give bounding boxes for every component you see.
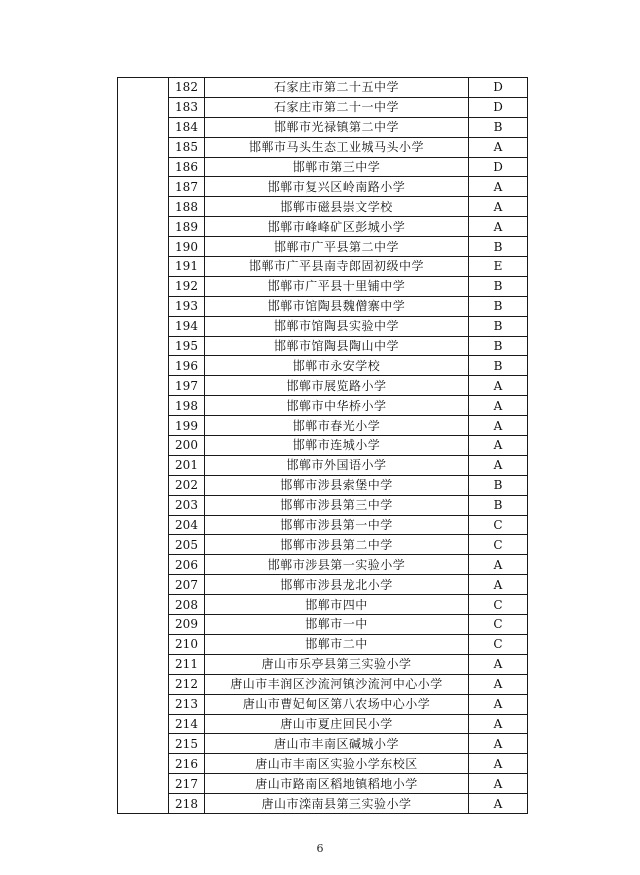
grade: B — [469, 475, 528, 495]
grade: A — [469, 137, 528, 157]
grade: D — [469, 157, 528, 177]
row-number: 182 — [169, 78, 205, 98]
table-row — [118, 515, 528, 535]
school-name: 石家庄市第二十五中学 — [205, 78, 469, 98]
school-name: 邯郸市涉县第二中学 — [205, 535, 469, 555]
grade: C — [469, 595, 528, 615]
row-number: 203 — [169, 495, 205, 515]
row-number: 202 — [169, 475, 205, 495]
table-row — [118, 177, 528, 197]
grade: A — [469, 694, 528, 714]
school-name: 邯郸市广平县南寺郎固初级中学 — [205, 257, 469, 277]
grade: B — [469, 495, 528, 515]
row-number: 191 — [169, 257, 205, 277]
table-row — [118, 615, 528, 635]
school-name: 石家庄市第二十一中学 — [205, 97, 469, 117]
grade: B — [469, 296, 528, 316]
school-name: 邯郸市中华桥小学 — [205, 396, 469, 416]
row-number: 208 — [169, 595, 205, 615]
school-name: 邯郸市馆陶县陶山中学 — [205, 336, 469, 356]
table-row — [118, 734, 528, 754]
table-row — [118, 396, 528, 416]
school-name: 唐山市乐亭县第三实验小学 — [205, 654, 469, 674]
table-row — [118, 356, 528, 376]
table-row — [118, 535, 528, 555]
table-row — [118, 157, 528, 177]
grade: A — [469, 396, 528, 416]
row-number: 201 — [169, 455, 205, 475]
grade: A — [469, 455, 528, 475]
table-row — [118, 634, 528, 654]
grade: A — [469, 575, 528, 595]
row-number: 193 — [169, 296, 205, 316]
grade: D — [469, 78, 528, 98]
school-name: 邯郸市涉县索堡中学 — [205, 475, 469, 495]
school-name: 邯郸市二中 — [205, 634, 469, 654]
row-number: 204 — [169, 515, 205, 535]
school-name: 邯郸市复兴区岭南路小学 — [205, 177, 469, 197]
table-row — [118, 137, 528, 157]
row-number: 217 — [169, 774, 205, 794]
school-name: 邯郸市第三中学 — [205, 157, 469, 177]
row-number: 210 — [169, 634, 205, 654]
row-number: 214 — [169, 714, 205, 734]
grade: A — [469, 376, 528, 396]
school-name: 邯郸市广平县十里铺中学 — [205, 276, 469, 296]
row-number: 197 — [169, 376, 205, 396]
row-number: 218 — [169, 794, 205, 814]
grade: B — [469, 276, 528, 296]
row-number: 206 — [169, 555, 205, 575]
row-number: 188 — [169, 197, 205, 217]
table-row — [118, 376, 528, 396]
school-name: 唐山市丰南区实验小学东校区 — [205, 754, 469, 774]
table-row — [118, 316, 528, 336]
row-number: 199 — [169, 416, 205, 436]
school-name: 邯郸市马头生态工业城马头小学 — [205, 137, 469, 157]
school-name: 邯郸市涉县第三中学 — [205, 495, 469, 515]
row-number: 212 — [169, 674, 205, 694]
row-number: 200 — [169, 436, 205, 456]
row-number: 216 — [169, 754, 205, 774]
table-row — [118, 495, 528, 515]
table-row — [118, 276, 528, 296]
table-row — [118, 416, 528, 436]
grade: C — [469, 634, 528, 654]
row-number: 184 — [169, 117, 205, 137]
school-name: 邯郸市涉县第一实验小学 — [205, 555, 469, 575]
row-number: 211 — [169, 654, 205, 674]
table-row — [118, 237, 528, 257]
table-row — [118, 694, 528, 714]
table-row — [118, 78, 528, 98]
school-name: 邯郸市峰峰矿区彭城小学 — [205, 217, 469, 237]
school-name: 唐山市路南区稻地镇稻地小学 — [205, 774, 469, 794]
table-row — [118, 575, 528, 595]
row-number: 185 — [169, 137, 205, 157]
school-name: 邯郸市一中 — [205, 615, 469, 635]
grade: A — [469, 714, 528, 734]
school-name: 唐山市夏庄回民小学 — [205, 714, 469, 734]
school-name: 邯郸市光禄镇第二中学 — [205, 117, 469, 137]
table-row — [118, 436, 528, 456]
school-name: 邯郸市广平县第二中学 — [205, 237, 469, 257]
school-name: 邯郸市连城小学 — [205, 436, 469, 456]
page-number: 6 — [316, 842, 324, 855]
grade: A — [469, 734, 528, 754]
row-number: 189 — [169, 217, 205, 237]
row-number: 195 — [169, 336, 205, 356]
grade: A — [469, 555, 528, 575]
row-number: 192 — [169, 276, 205, 296]
school-name: 唐山市丰润区沙流河镇沙流河中心小学 — [205, 674, 469, 694]
grade: B — [469, 237, 528, 257]
table-row — [118, 714, 528, 734]
school-rating-table — [117, 77, 528, 814]
school-name: 邯郸市涉县龙北小学 — [205, 575, 469, 595]
school-name: 唐山市曹妃甸区第八农场中心小学 — [205, 694, 469, 714]
school-name: 唐山市滦南县第三实验小学 — [205, 794, 469, 814]
table-row — [118, 197, 528, 217]
school-name: 邯郸市展览路小学 — [205, 376, 469, 396]
grade: B — [469, 336, 528, 356]
school-name: 邯郸市馆陶县魏僧寨中学 — [205, 296, 469, 316]
school-name: 唐山市丰南区碱城小学 — [205, 734, 469, 754]
row-number: 213 — [169, 694, 205, 714]
table-row — [118, 794, 528, 814]
table-body — [118, 78, 528, 814]
table-row — [118, 654, 528, 674]
table-row — [118, 257, 528, 277]
grade: D — [469, 97, 528, 117]
table-row — [118, 674, 528, 694]
row-number: 207 — [169, 575, 205, 595]
school-name: 邯郸市永安学校 — [205, 356, 469, 376]
grade: A — [469, 754, 528, 774]
grade: E — [469, 257, 528, 277]
table-row — [118, 555, 528, 575]
row-number: 190 — [169, 237, 205, 257]
table-row — [118, 475, 528, 495]
grade: B — [469, 356, 528, 376]
grade: B — [469, 316, 528, 336]
grade: A — [469, 654, 528, 674]
row-number: 215 — [169, 734, 205, 754]
table-row — [118, 336, 528, 356]
table-row — [118, 754, 528, 774]
grade: A — [469, 197, 528, 217]
school-name: 邯郸市磁县崇文学校 — [205, 197, 469, 217]
table-row — [118, 296, 528, 316]
grade: A — [469, 217, 528, 237]
grade: C — [469, 615, 528, 635]
grade: B — [469, 117, 528, 137]
school-name: 邯郸市春光小学 — [205, 416, 469, 436]
grade: A — [469, 416, 528, 436]
row-number: 196 — [169, 356, 205, 376]
row-number: 183 — [169, 97, 205, 117]
school-name: 邯郸市涉县第一中学 — [205, 515, 469, 535]
row-number: 194 — [169, 316, 205, 336]
grade: A — [469, 177, 528, 197]
table-row — [118, 217, 528, 237]
grade: C — [469, 535, 528, 555]
row-number: 205 — [169, 535, 205, 555]
grade: A — [469, 774, 528, 794]
grade: A — [469, 436, 528, 456]
table-row — [118, 97, 528, 117]
school-name: 邯郸市四中 — [205, 595, 469, 615]
table-row — [118, 117, 528, 137]
grade: A — [469, 674, 528, 694]
region-cell — [118, 78, 169, 814]
row-number: 186 — [169, 157, 205, 177]
row-number: 209 — [169, 615, 205, 635]
grade: C — [469, 515, 528, 535]
row-number: 187 — [169, 177, 205, 197]
table-row — [118, 595, 528, 615]
table-row — [118, 455, 528, 475]
row-number: 198 — [169, 396, 205, 416]
grade: A — [469, 794, 528, 814]
school-name: 邯郸市馆陶县实验中学 — [205, 316, 469, 336]
school-name: 邯郸市外国语小学 — [205, 455, 469, 475]
table-row — [118, 774, 528, 794]
